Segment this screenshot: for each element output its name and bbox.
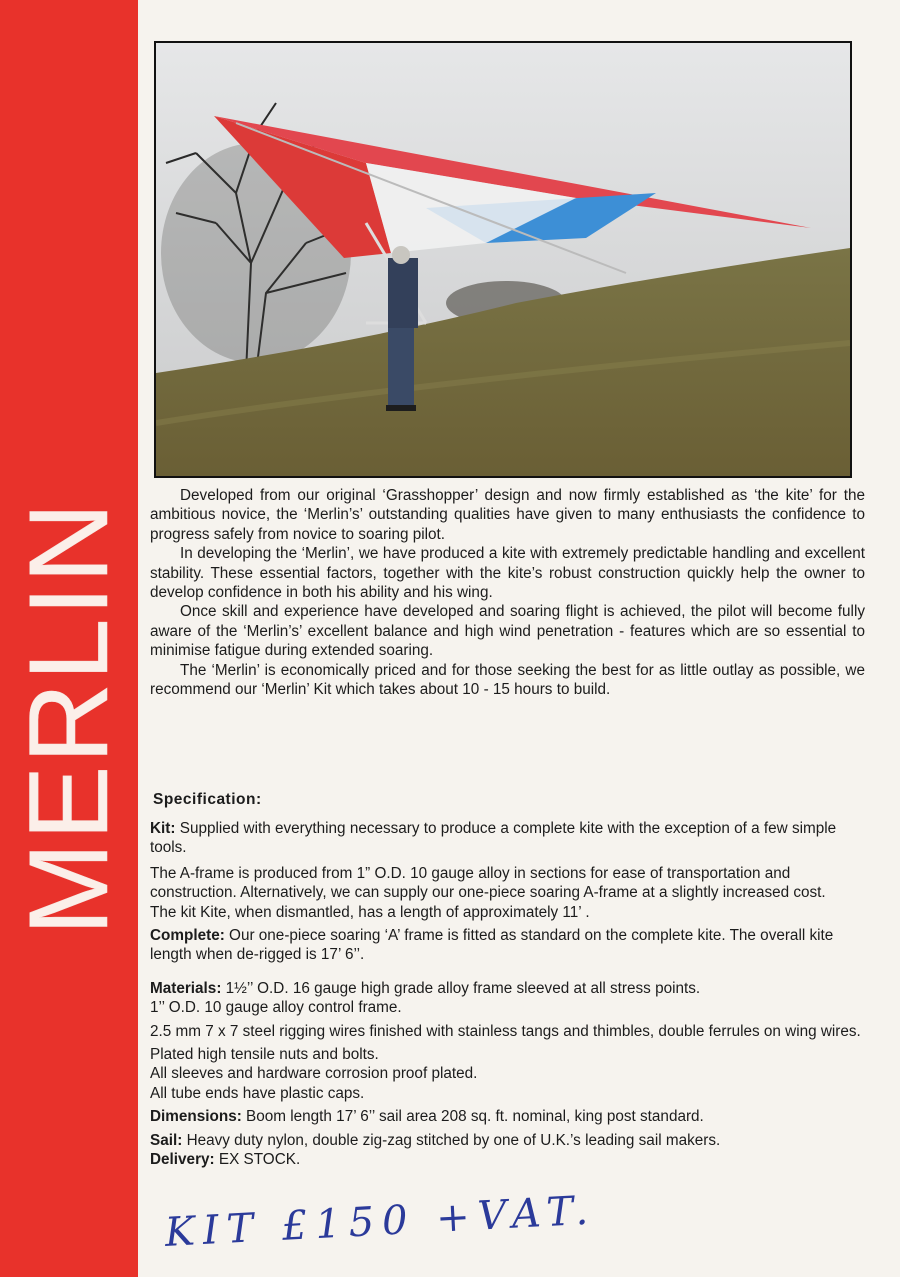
delivery-label: Delivery: bbox=[150, 1151, 215, 1169]
intro-paragraph-2: In developing the ‘Merlin’, we have produced a kite with extremely predictable handling and excellent stability. These essential factors, together with the kite’s robust construction quickly help the owner to develop confidence in both his ability and his wing. bbox=[150, 545, 865, 602]
complete-text: Our one-piece soaring ‘A’ frame is fitted as standard on the complete kite. The overall kite length when de-rigged is 17’ 6’’. bbox=[150, 927, 834, 964]
hang-glider-photo bbox=[154, 41, 852, 478]
spec-heading: Specification: bbox=[153, 791, 262, 808]
spec-materials-5: All sleeves and hardware corrosion proof plated. bbox=[150, 1065, 478, 1083]
sail-label: Sail: bbox=[150, 1131, 183, 1149]
specification-heading bbox=[153, 791, 868, 809]
sail-text: Heavy duty nylon, double zig-zag stitched by one of U.K.’s leading sail makers. bbox=[186, 1131, 721, 1149]
spec-materials-4: Plated high tensile nuts and bolts. bbox=[150, 1046, 379, 1064]
red-side-band bbox=[0, 0, 138, 1277]
dimensions-label: Dimensions: bbox=[150, 1108, 242, 1126]
spec-delivery bbox=[150, 1150, 865, 1169]
intro-paragraph-4: The ‘Merlin’ is economically priced and for those seeking the best for as little outlay as possible, we recommend our ‘Merlin’ Kit which takes about 10 - 15 hours to build. bbox=[150, 661, 865, 699]
spec-materials-6: All tube ends have plastic caps. bbox=[150, 1084, 365, 1102]
pilot bbox=[386, 246, 418, 411]
intro-text bbox=[150, 486, 865, 699]
spec-kit-length: The kit Kite, when dismantled, has a length of approximately 11’ . bbox=[150, 903, 590, 921]
spec-aframe: The A-frame is produced from 1” O.D. 10 gauge alloy in sections for ease of transportation and construction. Alternatively, we can supply our one-piece soaring A-frame at a slightly increased cost. bbox=[150, 864, 826, 902]
spec-sail bbox=[150, 1131, 865, 1150]
intro-paragraph-3: Once skill and experience have developed and soaring flight is achieved, the pilot will become fully aware of the ‘Merlin’s’ excellent balance and high wind penetration - features which are so essential to minimise fatigue during extended soaring. bbox=[150, 603, 865, 660]
materials-label: Materials: bbox=[150, 979, 222, 997]
spec-complete bbox=[150, 926, 865, 965]
spec-materials-3: 2.5 mm 7 x 7 steel rigging wires finished with stainless tangs and thimbles, double ferrules on wing wires. bbox=[150, 1022, 861, 1040]
kit-text: Supplied with everything necessary to produce a complete kite with the exception of a few simple tools. bbox=[150, 820, 837, 857]
spec-dimensions bbox=[150, 1107, 865, 1126]
delivery-text: EX STOCK. bbox=[218, 1151, 301, 1169]
complete-label: Complete: bbox=[150, 927, 225, 945]
vertical-title: MERLIN bbox=[6, 500, 131, 936]
specification-list bbox=[150, 819, 865, 1170]
handwritten-price: KIT £150 +VAT. bbox=[163, 1187, 598, 1256]
materials-text: 1½’’ O.D. 16 gauge high grade alloy frame sleeved at all stress points. bbox=[225, 979, 701, 997]
kit-label: Kit: bbox=[150, 820, 176, 837]
spec-materials-2: 1’’ O.D. 10 gauge alloy control frame. bbox=[150, 999, 402, 1017]
spec-kit bbox=[150, 819, 865, 858]
spec-materials bbox=[150, 979, 865, 998]
intro-paragraph-1: Developed from our original ‘Grasshopper’ design and now firmly established as ‘the kite’ for the ambitious novice, the ‘Merlin’s’ outstanding qualities have given to many enthusiasts the confidence to progress safely from novice to soaring pilot. bbox=[150, 487, 865, 543]
dimensions-text: Boom length 17’ 6’’ sail area 208 sq. ft. nominal, king post standard. bbox=[246, 1108, 704, 1126]
